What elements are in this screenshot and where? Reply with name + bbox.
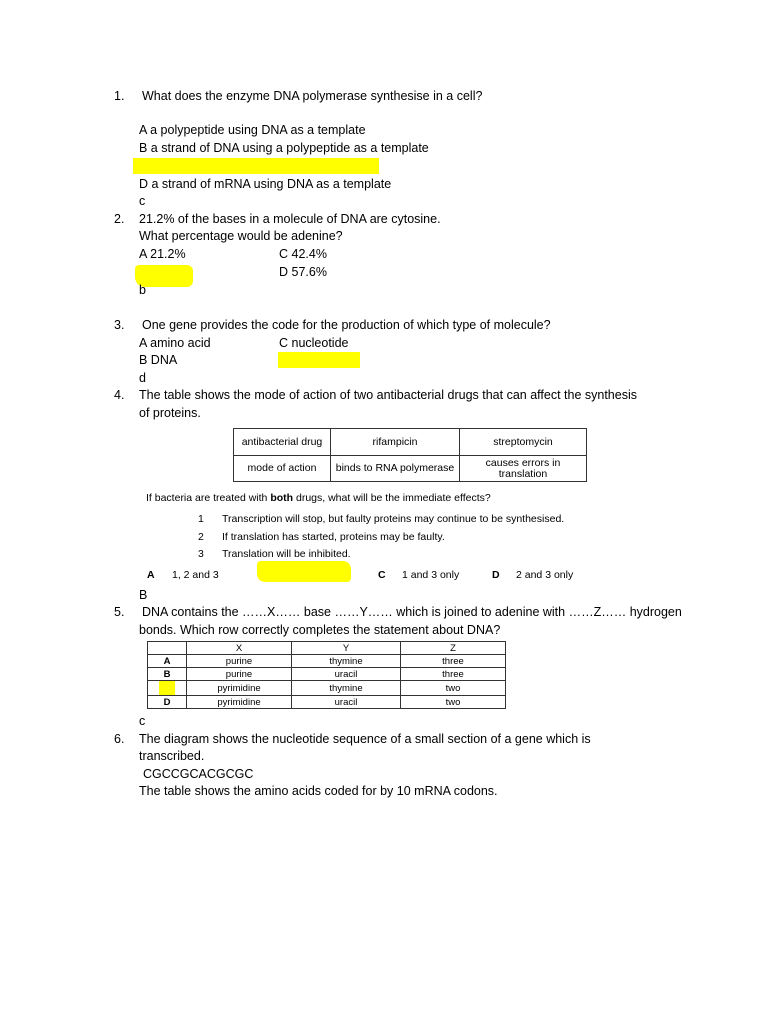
- dna-table-cell: purine: [187, 668, 292, 681]
- q4-line1: The table shows the mode of action of two antibacterial drugs that can affect the synthesis: [139, 388, 637, 402]
- drug-table-row: [234, 456, 587, 482]
- q2-option-c: C 42.4%: [279, 247, 327, 261]
- q5-answer: c: [139, 714, 146, 728]
- q1-highlight: [133, 158, 379, 174]
- q4-option-c-letter: C: [378, 569, 386, 581]
- dna-table-cell: pyrimidine: [187, 681, 292, 696]
- q2-line2: What percentage would be adenine?: [139, 229, 343, 243]
- q1-option-a: A a polypeptide using DNA as a template: [139, 123, 366, 137]
- drug-table-cell: mode of action: [234, 456, 331, 482]
- q5-number: 5.: [114, 605, 125, 619]
- dna-table-row-letter: D: [148, 696, 187, 709]
- q1-number: 1.: [114, 89, 125, 103]
- drug-table-cell: causes errors in translation: [460, 456, 587, 482]
- q2-number: 2.: [114, 212, 125, 226]
- q4-prompt: [146, 492, 491, 504]
- dna-table: [147, 641, 506, 709]
- q4-statement-3-number: 3: [198, 548, 204, 560]
- q4-option-c-text: 1 and 3 only: [402, 569, 460, 581]
- q2-line1: 21.2% of the bases in a molecule of DNA are cytosine.: [139, 212, 441, 226]
- q4-number: 4.: [114, 388, 125, 402]
- drug-table-cell: binds to RNA polymerase: [331, 456, 460, 482]
- dna-table-cell: purine: [187, 655, 292, 668]
- q3-highlight: [278, 352, 360, 368]
- q1-option-b: B a strand of DNA using a polypeptide as a template: [139, 141, 429, 155]
- dna-table-cell: [148, 642, 187, 655]
- dna-table-cell: thymine: [292, 655, 401, 668]
- q3-answer: d: [139, 371, 146, 385]
- q6-line1: The diagram shows the nucleotide sequence of a small section of a gene which is: [139, 732, 591, 746]
- q3-text: One gene provides the code for the production of which type of molecule?: [142, 318, 551, 332]
- drug-table-header-row: [234, 429, 587, 456]
- q6-line3: The table shows the amino acids coded for by 10 mRNA codons.: [139, 784, 498, 798]
- dna-table-cell: uracil: [292, 696, 401, 709]
- q3-option-b: B DNA: [139, 353, 178, 367]
- q4-answer: B: [139, 588, 148, 602]
- dna-table-cell: three: [401, 668, 506, 681]
- q2-option-d: D 57.6%: [279, 265, 327, 279]
- dna-table-row-letter: A: [148, 655, 187, 668]
- q1-text: What does the enzyme DNA polymerase synthesise in a cell?: [142, 89, 483, 103]
- q4-statement-1-number: 1: [198, 513, 204, 525]
- drug-table-cell: streptomycin: [460, 429, 587, 456]
- dna-table-cell: thymine: [292, 681, 401, 696]
- dna-table-row: [148, 668, 506, 681]
- dna-table-row-letter: [148, 681, 187, 696]
- q4-highlight: [257, 561, 351, 582]
- dna-table-cell: Z: [401, 642, 506, 655]
- q4-line2: of proteins.: [139, 406, 201, 420]
- q4-option-d-text: 2 and 3 only: [516, 569, 574, 581]
- drug-table-cell: rifampicin: [331, 429, 460, 456]
- dna-table-cell: X: [187, 642, 292, 655]
- q4-prompt-pre: If bacteria are treated with: [146, 492, 271, 504]
- q1-answer: c: [139, 194, 146, 208]
- q6-line2: transcribed.: [139, 749, 205, 763]
- dna-table-row: [148, 696, 506, 709]
- q3-number: 3.: [114, 318, 125, 332]
- q3-option-a: A amino acid: [139, 336, 211, 350]
- q4-statement-2-number: 2: [198, 531, 204, 543]
- q4-prompt-bold: both: [270, 492, 294, 504]
- q1-option-d: D a strand of mRNA using DNA as a template: [139, 177, 392, 191]
- q4-statement-2: If translation has started, proteins may be faulty.: [222, 531, 445, 543]
- q4-option-a-text: 1, 2 and 3: [172, 569, 219, 581]
- q6-sequence: CGCCGCACGCGC: [143, 767, 254, 781]
- dna-table-cell: uracil: [292, 668, 401, 681]
- q6-number: 6.: [114, 732, 125, 746]
- dna-table-cell: Y: [292, 642, 401, 655]
- dna-table-row-letter: B: [148, 668, 187, 681]
- q4-option-d-letter: D: [492, 569, 500, 581]
- dna-table-cell: two: [401, 696, 506, 709]
- q4-statement-3: Translation will be inhibited.: [222, 548, 351, 560]
- q5-line2: bonds. Which row correctly completes the statement about DNA?: [139, 623, 501, 637]
- drug-table: [233, 428, 587, 482]
- q4-statement-1: Transcription will stop, but faulty proteins may continue to be synthesised.: [222, 513, 565, 525]
- q3-option-c: C nucleotide: [279, 336, 349, 350]
- drug-table-cell: antibacterial drug: [234, 429, 331, 456]
- q4-prompt-post: drugs, what will be the immediate effects?: [293, 492, 491, 504]
- q5-line1: DNA contains the ……X…… base ……Y…… which is joined to adenine with ……Z…… hydrogen: [142, 605, 682, 619]
- q2-option-a: A 21.2%: [139, 247, 186, 261]
- q4-option-a-letter: A: [147, 569, 155, 581]
- dna-table-cell: three: [401, 655, 506, 668]
- dna-table-row: [148, 655, 506, 668]
- dna-table-header-row: [148, 642, 506, 655]
- dna-table-row-highlight: [159, 681, 175, 695]
- q2-answer: b: [139, 283, 146, 297]
- dna-table-cell: pyrimidine: [187, 696, 292, 709]
- dna-table-row: [148, 681, 506, 696]
- dna-table-cell: two: [401, 681, 506, 696]
